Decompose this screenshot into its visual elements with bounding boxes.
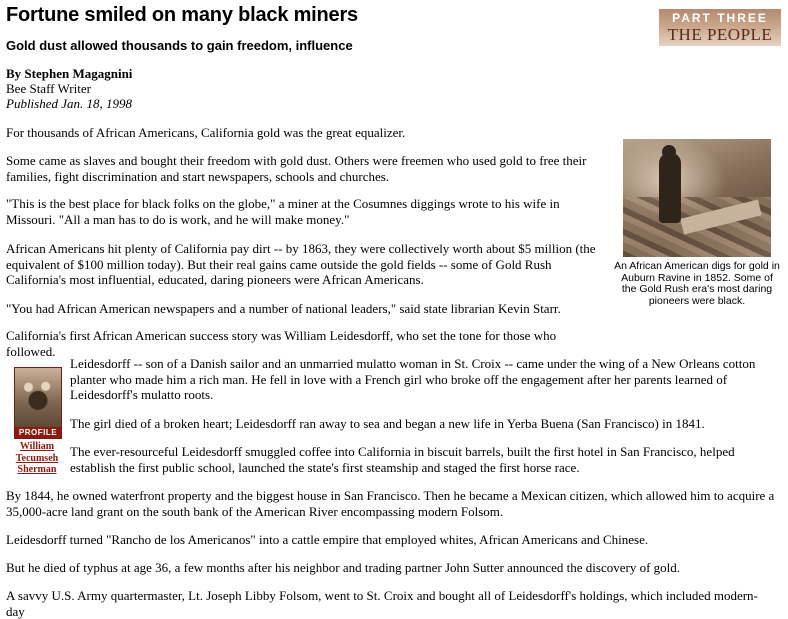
paragraph: Leidesdorff turned "Rancho de los Americanos" into a cattle empire that employed whites, African Americans and Chinese.	[6, 532, 649, 547]
paragraph: "This is the best place for black folks on the globe," a miner at the Cosumnes diggings wrote to his wife in Missouri. "All a man has to do is work, and he will make money."	[6, 196, 560, 227]
paragraph: But he died of typhus at age 36, a few months after his neighbor and trading partner John Sutter announced the discovery of gold.	[6, 560, 681, 575]
paragraph: California's first African American success story was William Leidesdorff, who set the tone for those who followed.	[6, 328, 557, 359]
article-subhead: Gold dust allowed thousands to gain freedom, influence	[6, 38, 353, 53]
byline-role: Bee Staff Writer	[6, 81, 91, 96]
paragraph: By 1844, he owned waterfront property and the biggest house in San Francisco. Then he became a Mexican citizen, which allowed him to acquire a 35,000-acre land grant on the south bank of the American River encompassing modern Folsom.	[6, 488, 775, 519]
byline-published-date: Published Jan. 18, 1998	[6, 96, 133, 111]
byline-author: By Stephen Magagnini	[6, 66, 133, 81]
photo-caption: An African American digs for gold in Auburn Ravine in 1852. Some of the Gold Rush era's most daring pioneers were black.	[614, 260, 780, 307]
profile-photo	[19, 374, 57, 418]
profile-thumbnail[interactable]	[14, 367, 62, 439]
profile-link-sherman[interactable]: William Tecumseh Sherman	[15, 441, 59, 475]
article-headline: Fortune smiled on many black miners	[6, 4, 358, 26]
paragraph: For thousands of African Americans, California gold was the great equalizer.	[6, 125, 406, 140]
paragraph: African Americans hit plenty of California pay dirt -- by 1863, they were collectively worth about $5 million (the equivalent of $100 million today). But their real gains came outside the gold fields -- some of Gold Rush California's most influential, educated, daring pioneers were African Americans.	[6, 241, 596, 287]
gold-miner-photo	[623, 139, 771, 257]
paragraph: The ever-resourceful Leidesdorff smuggled coffee into California in biscuit barrels, built the first hotel in San Francisco, helped establish the first public school, launched the state's first steamship and staged the first horse race.	[70, 444, 735, 475]
part-three-banner[interactable]	[659, 9, 781, 46]
paragraph: The girl died of a broken heart; Leidesdorff ran away to sea and began a new life in Yerba Buena (San Francisco) in 1841.	[70, 416, 705, 431]
paragraph: A savvy U.S. Army quartermaster, Lt. Joseph Libby Folsom, went to St. Croix and bought all of Leidesdorff's holdings, which included modern-day	[6, 588, 758, 619]
banner-title: THE PEOPLE	[667, 25, 773, 44]
profile-badge: PROFILE	[15, 427, 61, 438]
paragraph: "You had African American newspapers and a number of national leaders," said state librarian Kevin Starr.	[6, 301, 561, 316]
byline	[6, 66, 132, 111]
paragraph: Some came as slaves and bought their freedom with gold dust. Others were freemen who used gold to free their families, fight discrimination and start newspapers, schools and churches.	[6, 153, 587, 184]
paragraph: Leidesdorff -- son of a Danish sailor and an unmarried mulatto woman in St. Croix -- came under the wing of a New Orleans cotton planter who made him a rich man. He fell in love with a French girl who broke off the engagement after her parents learned of Leidesdorff's mulatto roots.	[70, 356, 756, 402]
banner-part-label: PART THREE	[672, 11, 768, 25]
photo-miner-figure	[659, 153, 681, 223]
